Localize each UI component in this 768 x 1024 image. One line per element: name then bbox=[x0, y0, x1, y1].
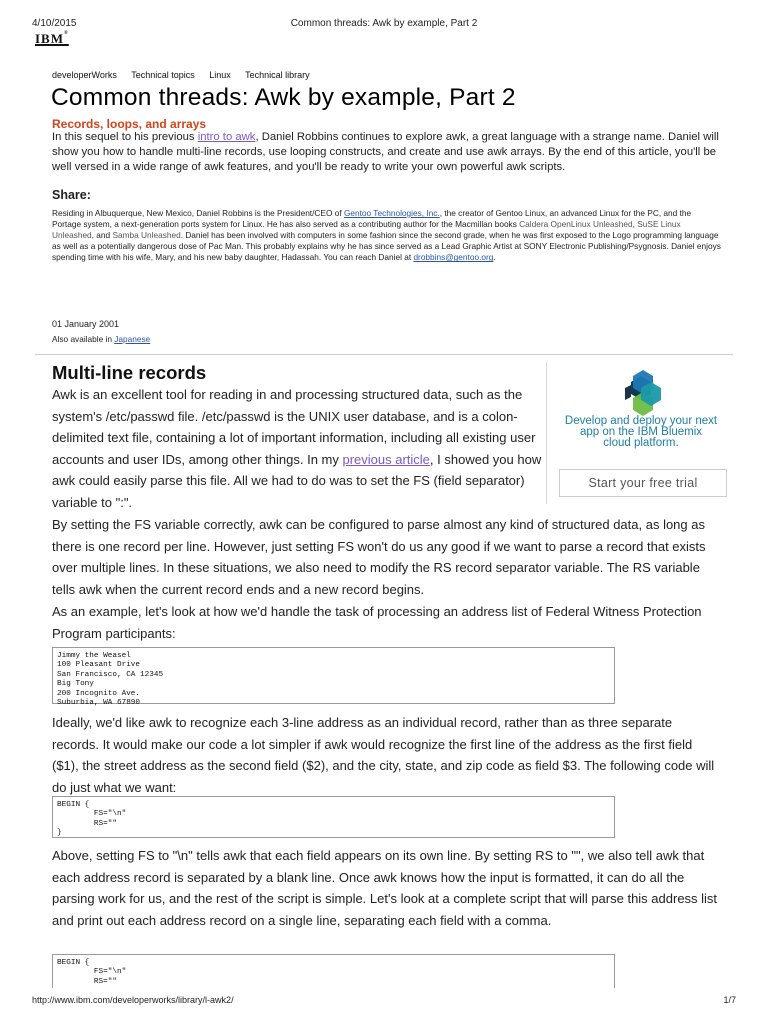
p1-text-1: Awk is an excellent tool for reading in and processing structured data, such as the system's /etc/passwd file. /etc/passwd is the UNIX user database, and is a colon-delimited text file, containing a lot of important information, including all existing user accounts and user IDs, among other things. In my bbox=[52, 387, 536, 467]
ad-line-1: Develop and deploy your next bbox=[564, 415, 718, 427]
code-block-addresses: Jimmy the Weasel 100 Pleasant Drive San Francisco, CA 12345 Big Tony 200 Incognito Ave. Suburbia, WA 67890 bbox=[52, 647, 615, 704]
available-label: Also available in bbox=[52, 334, 115, 344]
bio-book-suse: SuSE Linux Unleashed bbox=[52, 219, 681, 241]
bio-text-6: . bbox=[493, 252, 496, 263]
paragraph-1 bbox=[52, 384, 542, 514]
paragraph-3: As an example, let's look at how we'd handle the task of processing an address list of Federal Witness Protection Program participants: bbox=[52, 604, 702, 641]
abstract-text-2: , Daniel Robbins continues to explore awk, a great language with a strange name. Daniel will show you how to handle multi-line records, use looping constructs, and create and use awk arrays. By the end of this article, you'll be well versed in a wide range of awk features, and you'll be ready to write your own powerful awk scripts. bbox=[52, 131, 719, 174]
print-url: http://www.ibm.com/developerworks/library/l-awk2/ bbox=[32, 995, 234, 1005]
bio-book-samba: Samba Unleashed bbox=[112, 230, 181, 241]
ad-line-2: app on the IBM Bluemix bbox=[579, 426, 703, 438]
bluemix-ad bbox=[546, 362, 734, 504]
print-footer bbox=[32, 995, 736, 1009]
breadcrumb bbox=[52, 70, 322, 80]
intro-to-awk-link[interactable]: intro to awk bbox=[197, 131, 256, 143]
section-title-multiline: Multi-line records bbox=[52, 362, 207, 383]
ibm-logo-text: IBM bbox=[35, 31, 64, 46]
p1-text-2: , I showed you how awk could easily parse this file. All we had to do was to set the FS (field separator) variable to ":". bbox=[52, 451, 542, 510]
print-date: 4/10/2015 bbox=[32, 18, 77, 29]
print-doc-title: Common threads: Awk by example, Part 2 bbox=[290, 18, 478, 29]
breadcrumb-developerworks[interactable]: developerWorks bbox=[52, 70, 117, 80]
bluemix-hexagon-icon bbox=[619, 368, 665, 418]
ad-line-3: cloud platform. bbox=[603, 437, 679, 449]
gentoo-technologies-link[interactable]: Gentoo Technologies, Inc. bbox=[343, 208, 440, 218]
bio-text-1: Residing in Albuquerque, New Mexico, Daniel Robbins is the President/CEO of bbox=[52, 208, 344, 218]
section-divider bbox=[35, 354, 733, 355]
start-free-trial-button[interactable]: Start your free trial bbox=[559, 469, 727, 497]
bio-book-caldera: Caldera OpenLinux Unleashed bbox=[519, 219, 633, 230]
bio-text-4: , and bbox=[91, 230, 113, 241]
breadcrumb-linux[interactable]: Linux bbox=[209, 70, 231, 80]
ad-message bbox=[547, 416, 735, 449]
bio-text-2: , the creator of Gentoo Linux, an advanced Linux for the PC, and the Portage system, a next-generation ports system for Linux. He has also served as a contributing author for the Macmillan books bbox=[52, 208, 692, 230]
publication-date: 01 January 2001 bbox=[52, 319, 120, 329]
page-title: Common threads: Awk by example, Part 2 bbox=[51, 84, 516, 111]
paragraph-2: By setting the FS variable correctly, awk can be configured to parse almost any kind of structured data, as long as there is one record per line. However, just setting FS won't do us any good if we want to parse a record that exists over multiple lines. In these situations, we also need to modify the RS record separator variable. The RS variable tells awk when the current record ends and a new record begins. bbox=[52, 517, 706, 597]
page-subtitle: Records, loops, and arrays bbox=[52, 117, 207, 131]
paragraph-5: Above, setting FS to "\n" tells awk that each field appears on its own line. By setting RS to "", we also tell awk that each address record is separated by a blank line. Once awk knows how the input is formatted, it can do all the parsing work for us, and the rest of the script is simple. Let's look at a complete script that will parse this address list and print out each address record on a single line, separating each field with a comma. bbox=[52, 848, 718, 928]
previous-article-link[interactable]: previous article bbox=[342, 451, 430, 467]
author-bio bbox=[52, 208, 722, 263]
paragraph-4: Ideally, we'd like awk to recognize each 3-line address as an individual record, rather than as three separate records. It would make our code a lot simpler if awk would recognize the first line of the address as the first field ($1), the street address as the second field ($2), and the city, state, and zip code as field $3. The following code will do just what we want: bbox=[52, 715, 715, 795]
author-email-link[interactable]: drobbins@gentoo.org bbox=[413, 252, 494, 263]
article-abstract bbox=[52, 130, 732, 176]
bio-text-3: , bbox=[632, 219, 638, 230]
ibm-logo-mark: ® bbox=[64, 31, 69, 36]
page-number: 1/7 bbox=[723, 995, 736, 1005]
bio-text-5: . Daniel has been involved with computers in some fashion since the second grade, when he was first exposed to the Logo programming language as well as a potentially dangerous dose of Pac Man. This probably explains why he has since served as a Lead Graphic Artist at SONY Electronic Publishing/Psygnosis. Daniel enjoys spending time with his wife, Mary, and his new baby daughter, Hadassah. You can reach Daniel at bbox=[52, 230, 721, 263]
share-label: Share: bbox=[52, 188, 91, 202]
breadcrumb-technical-library[interactable]: Technical library bbox=[245, 70, 310, 80]
print-header bbox=[32, 18, 736, 32]
breadcrumb-technical-topics[interactable]: Technical topics bbox=[131, 70, 195, 80]
code-block-script: BEGIN { FS="\n" RS="" bbox=[52, 954, 615, 988]
ibm-logo[interactable] bbox=[35, 31, 69, 47]
japanese-link[interactable]: Japanese bbox=[114, 334, 151, 344]
abstract-text-1: In this sequel to his previous bbox=[52, 131, 198, 143]
available-in bbox=[52, 334, 150, 344]
code-block-begin: BEGIN { FS="\n" RS="" } bbox=[52, 796, 615, 838]
